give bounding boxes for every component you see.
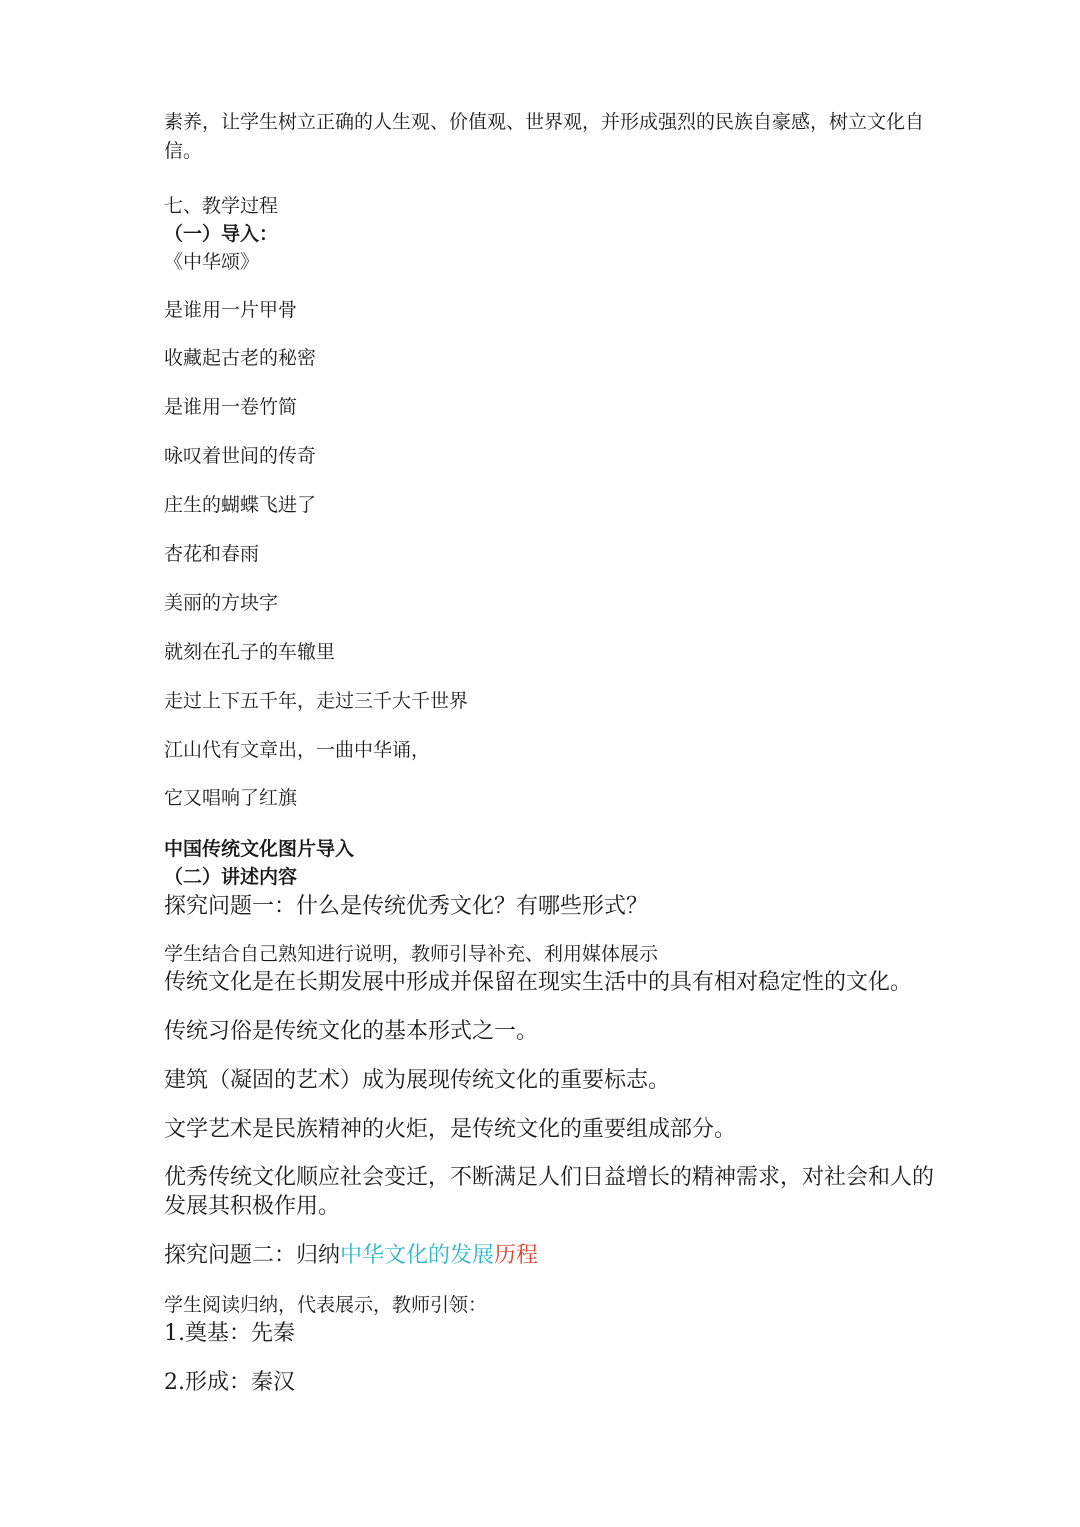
intro-paragraph-line2: 信。: [164, 140, 203, 162]
poem-line: 美丽的方块字: [164, 592, 279, 614]
poem-line: 是谁用一片甲骨: [164, 299, 298, 321]
poem-line: 杏花和春雨: [164, 543, 260, 565]
answer-paragraph: 传统文化是在长期发展中形成并保留在现实生活中的具有相对稳定性的文化。: [164, 970, 913, 995]
image-intro-label: 中国传统文化图片导入: [164, 838, 355, 860]
stage-item: 1.奠基：先秦: [164, 1321, 295, 1346]
answer-paragraph-last-line1: 优秀传统文化顺应社会变迁，不断满足人们日益增长的精神需求，对社会和人的: [164, 1165, 935, 1190]
question-two-note: 学生阅读归纳，代表展示，教师引领：: [164, 1294, 488, 1316]
section-heading-teaching-process: 七、教学过程: [164, 195, 279, 217]
answer-paragraph: 传统习俗是传统文化的基本形式之一。: [164, 1019, 539, 1044]
question-two-highlight-red: 历程: [494, 1243, 539, 1268]
question-two-prefix: 探究问题二：归纳: [164, 1243, 341, 1268]
answer-paragraph: 文学艺术是民族精神的火炬，是传统文化的重要组成部分。: [164, 1117, 737, 1142]
question-one: 探究问题一：什么是传统优秀文化？有哪些形式？: [164, 894, 649, 919]
poem-line: 就刻在孔子的车辙里: [164, 641, 336, 663]
poem-line: 是谁用一卷竹简: [164, 396, 298, 418]
poem-line: 庄生的蝴蝶飞进了: [164, 494, 317, 516]
poem-line: 江山代有文章出，一曲中华诵，: [164, 739, 431, 761]
stage-item: 2.形成：秦汉: [164, 1370, 295, 1395]
poem-line: 咏叹着世间的传奇: [164, 445, 317, 467]
question-two-highlight-teal: 中华文化的发展: [340, 1243, 495, 1268]
poem-line: 收藏起古老的秘密: [164, 347, 317, 369]
question-two: [164, 1245, 538, 1267]
intro-paragraph-line1: 素养，让学生树立正确的人生观、价值观、世界观，并形成强烈的民族自豪感，树立文化自: [164, 111, 925, 133]
subsection-heading-intro: （一）导入：: [164, 223, 279, 245]
subsection-heading-content: （二）讲述内容: [164, 866, 298, 888]
answer-paragraph-last-line2: 发展其积极作用。: [164, 1194, 341, 1219]
answer-paragraph: 建筑（凝固的艺术）成为展现传统文化的重要标志。: [164, 1068, 671, 1093]
question-one-note: 学生结合自己熟知进行说明，教师引导补充、利用媒体展示: [164, 943, 659, 965]
poem-line: 它又唱响了红旗: [164, 787, 298, 809]
poem-line: 走过上下五千年，走过三千大千世界: [164, 690, 469, 712]
poem-title: 《中华颂》: [164, 251, 260, 273]
